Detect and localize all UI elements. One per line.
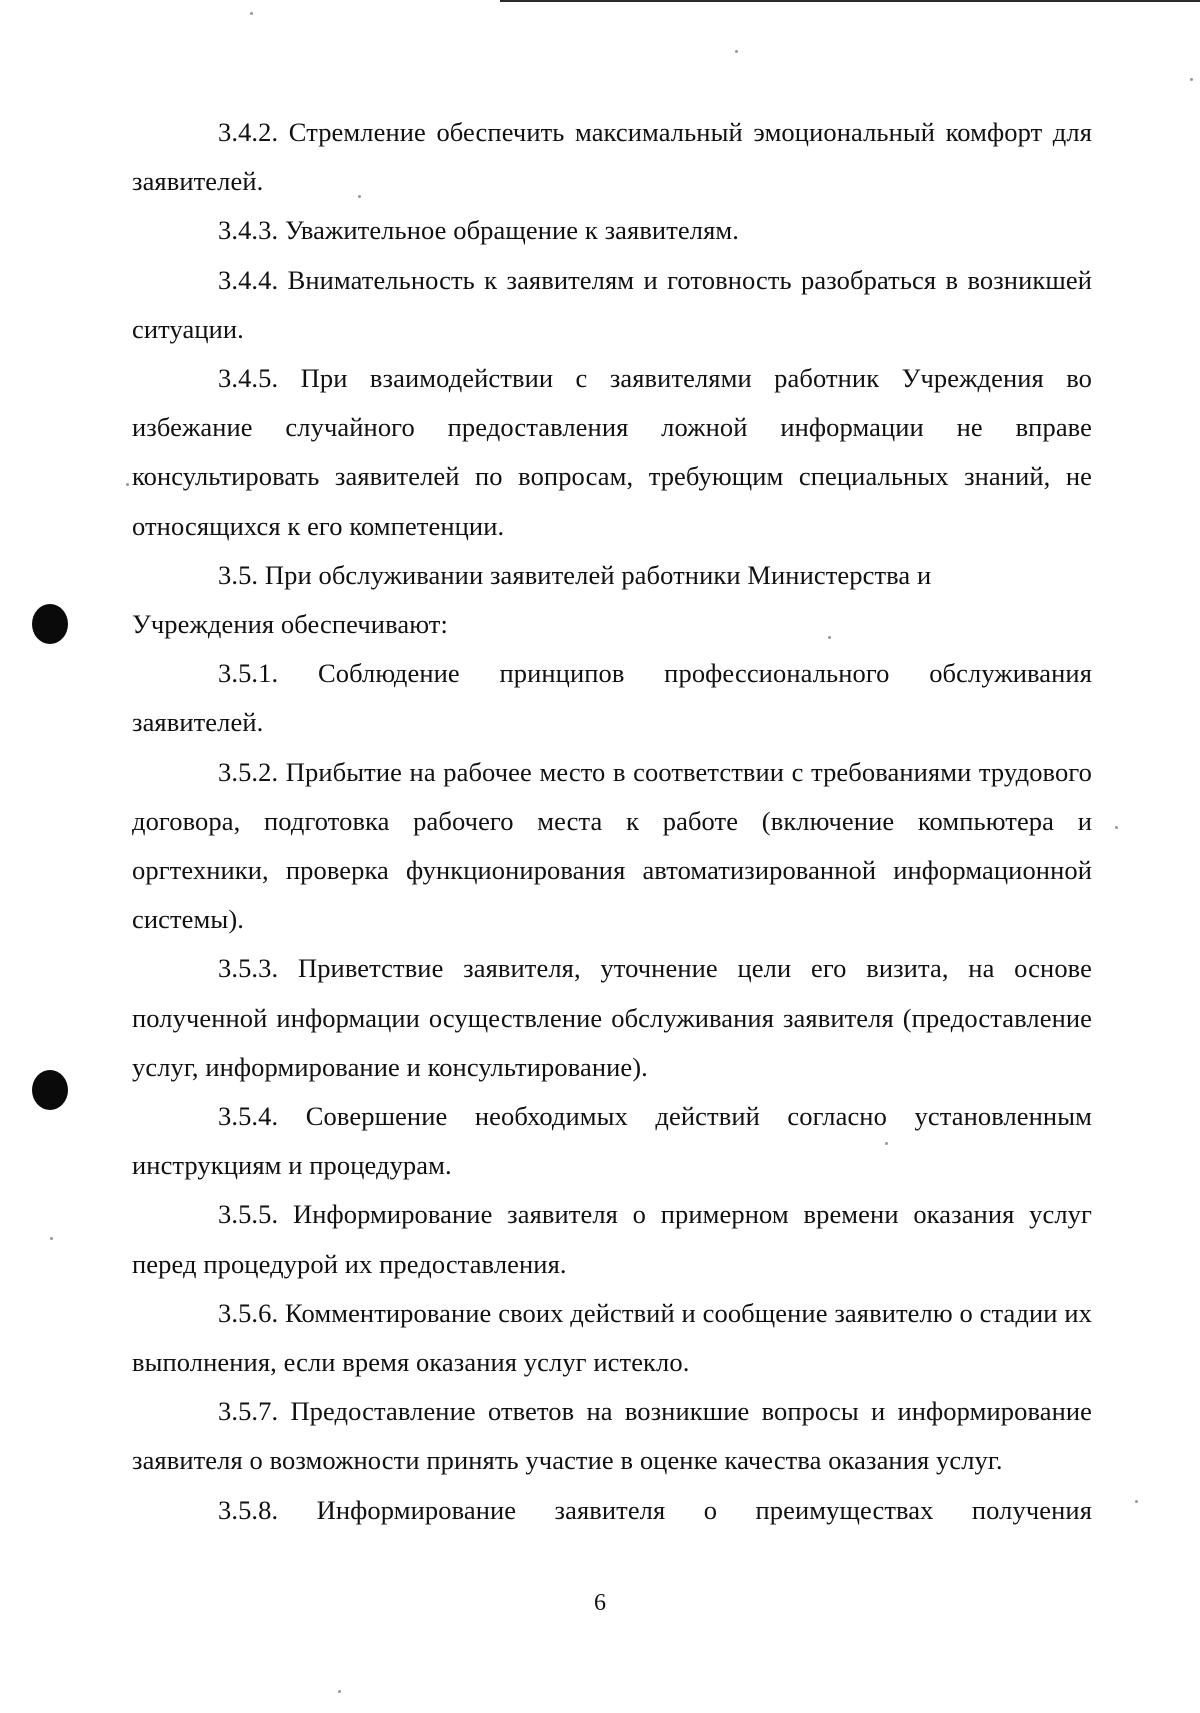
top-border-line [500,0,1200,2]
paragraph-3-4-2: 3.4.2. Стремление обеспечить максимальный эмоциональный комфорт для заявителей. [132,117,1092,197]
scan-speck [1190,78,1193,81]
paragraph-3-4-5: 3.4.5. При взаимодействии с заявителями работник Учреждения во избежание случайного предоставления ложной информации не вправе консультировать заявителей по вопросам, требующим специальных знаний, не относящихся к его компетенции. [132,363,1092,541]
paragraph-3-5-1: 3.5.1. Соблюдение принципов профессионального обслуживания заявителей. [132,658,1092,738]
paragraph-3-5-3: 3.5.3. Приветствие заявителя, уточнение цели его визита, на основе полученной информации осуществление обслуживания заявителя (предоставление услуг, информирование и консультирование). [132,953,1092,1082]
paragraph-3-5-continuation: Учреждения обеспечивают: [132,609,448,640]
scan-speck [338,1690,341,1693]
paragraph-3-4-3: 3.4.3. Уважительное обращение к заявителям. [218,215,739,246]
document-page [132,108,1092,1535]
page-number: 6 [594,1590,606,1616]
scan-speck [250,12,253,15]
paragraph-3-5-5: 3.5.5. Информирование заявителя о примерном времени оказания услуг перед процедурой их предоставления. [132,1199,1092,1279]
paragraph-3-5-7: 3.5.7. Предоставление ответов на возникшие вопросы и информирование заявителя о возможности принять участие в оценке качества оказания услуг. [132,1396,1092,1476]
paragraph-3-5-8: 3.5.8. Информирование заявителя о преимуществах получения [218,1494,1092,1525]
paragraph-3-5: 3.5. При обслуживании заявителей работники Министерства и [218,559,932,590]
scan-speck [1115,826,1118,829]
paragraph-3-5-2: 3.5.2. Прибытие на рабочее место в соответствии с требованиями трудового договора, подготовка рабочего места к работе (включение компьютера и оргтехники, проверка функционирования автоматизированной информационной системы). [132,756,1092,935]
paragraph-3-4-4: 3.4.4. Внимательность к заявителям и готовность разобраться в возникшей ситуации. [132,264,1092,344]
scan-speck [126,483,129,486]
paragraph-3-5-6: 3.5.6. Комментирование своих действий и сообщение заявителю о стадии их выполнения, если время оказания услуг истекло. [132,1297,1092,1378]
punch-hole-upper [32,604,68,644]
punch-hole-lower [32,1070,68,1110]
scan-speck [50,1237,53,1240]
scan-speck [735,50,738,53]
scan-speck [1135,1500,1138,1503]
paragraph-3-5-4: 3.5.4. Совершение необходимых действий согласно установленным инструкциям и процедурам. [132,1101,1092,1181]
